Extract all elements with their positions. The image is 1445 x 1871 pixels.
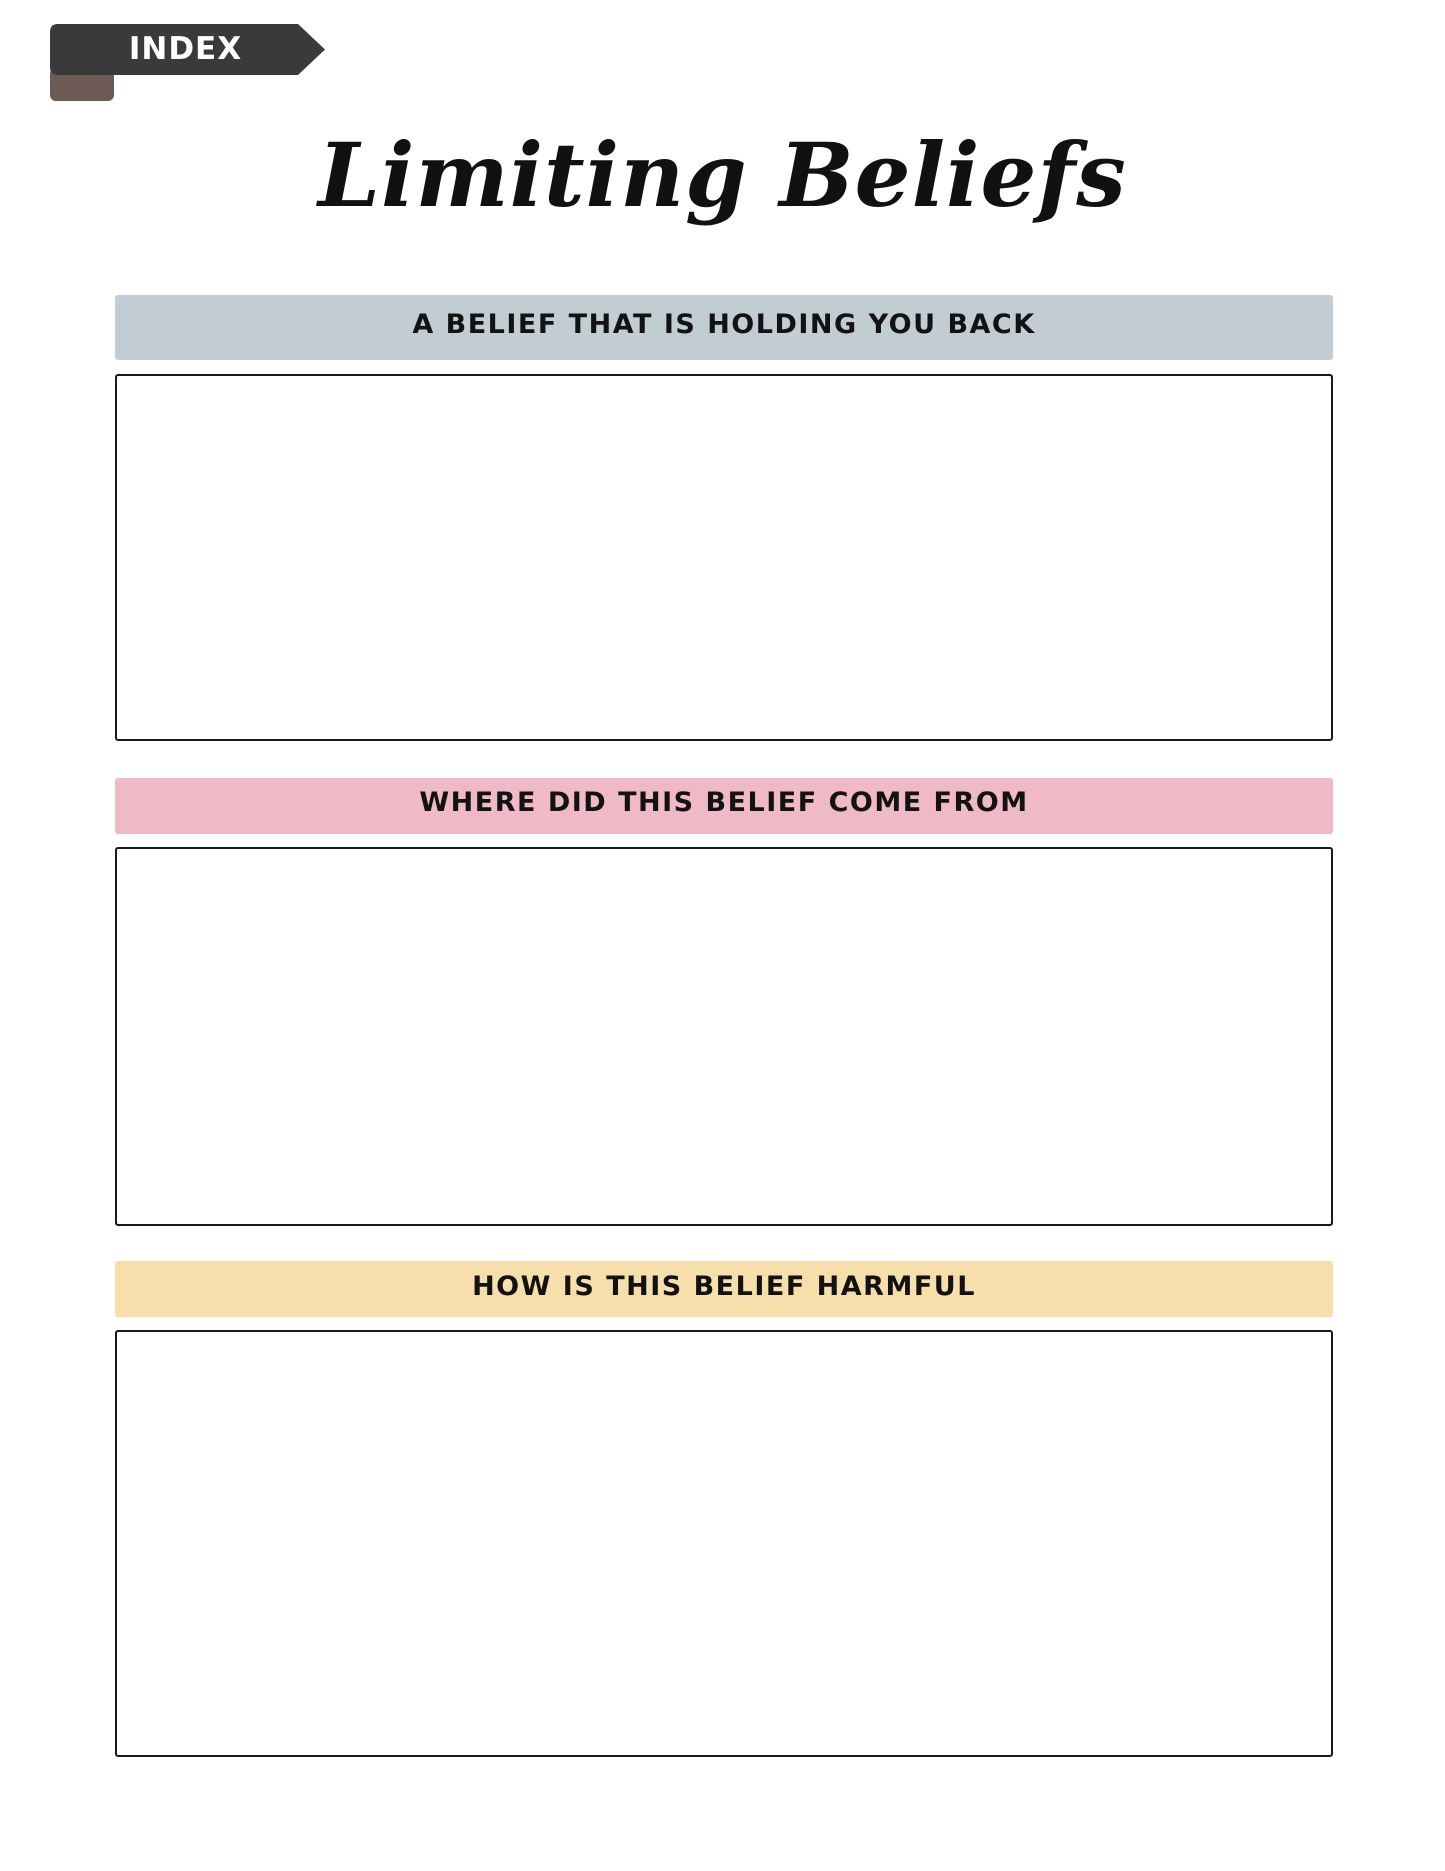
writing-box-origin[interactable] — [115, 847, 1333, 1226]
writing-box-belief[interactable] — [115, 374, 1333, 741]
index-tab-button[interactable] — [50, 24, 325, 101]
section-header-belief: A BELIEF THAT IS HOLDING YOU BACK — [115, 295, 1333, 360]
section-header-harm: HOW IS THIS BELIEF HARMFUL — [115, 1261, 1333, 1317]
writing-box-harm[interactable] — [115, 1330, 1333, 1757]
index-tab-label: INDEX — [128, 31, 243, 67]
section-header-origin: WHERE DID THIS BELIEF COME FROM — [115, 778, 1333, 834]
page-title: Limiting Beliefs — [318, 123, 1127, 227]
